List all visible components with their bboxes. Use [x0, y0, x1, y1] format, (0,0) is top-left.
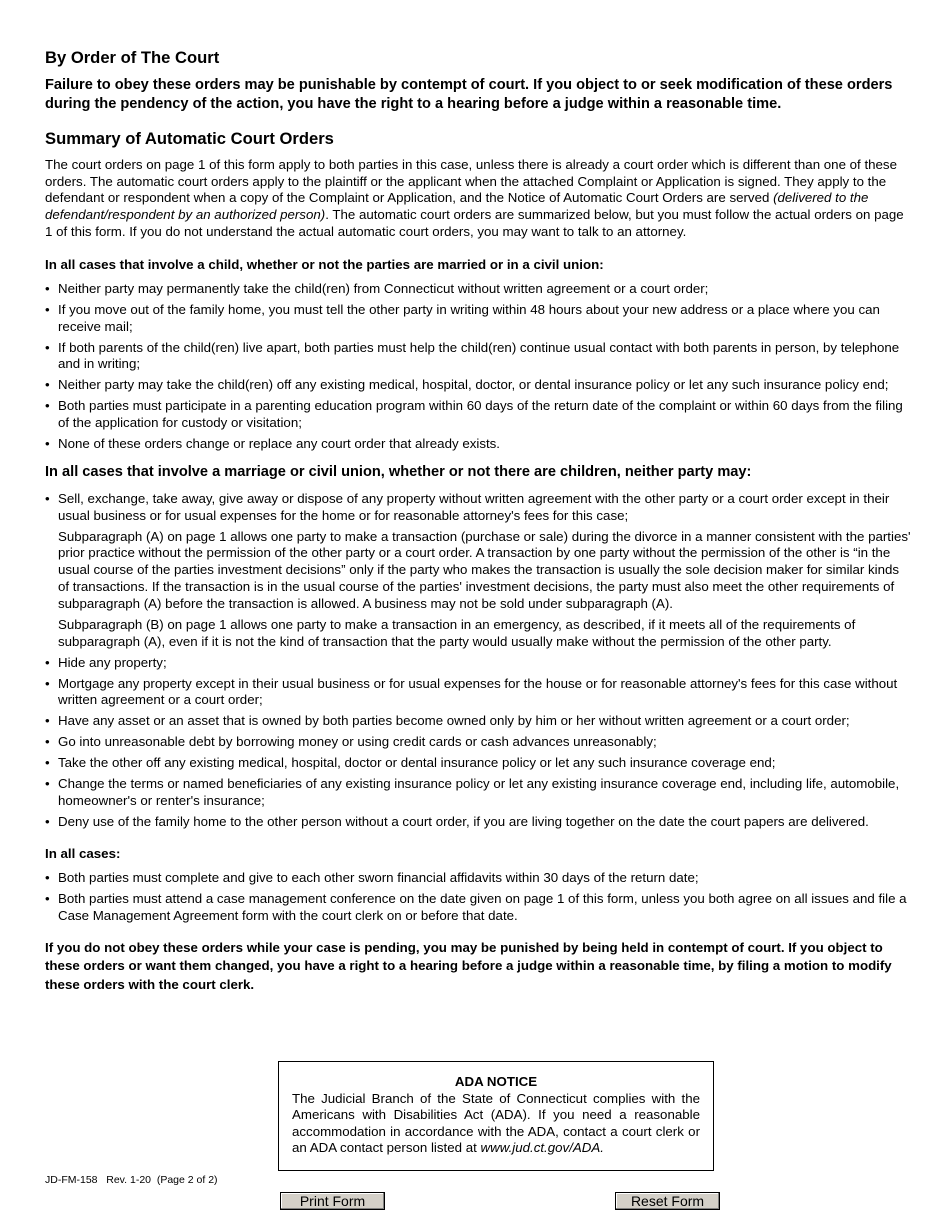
- marriage-list-continued: [45, 655, 913, 831]
- list-item: • Neither party may permanently take the child(ren) from Connecticut without written agreement or a court order;: [45, 281, 913, 298]
- form-footer: JD-FM-158 Rev. 1-20 (Page 2 of 2): [45, 1174, 218, 1186]
- list-item: • Have any asset or an asset that is owned by both parties become owned only by him or her without written agreement or a court order;: [45, 713, 913, 730]
- ada-link[interactable]: www.jud.ct.gov/ADA.: [480, 1140, 604, 1156]
- list-item: • If both parents of the child(ren) live apart, both parties must help the child(ren) continue usual contact with both parents in person, by telephone and in writing;: [45, 340, 913, 374]
- all-cases-list: [45, 870, 913, 925]
- list-item: • Both parties must attend a case management conference on the date given on page 1 of this form, unless you both agree on all issues and file a Case Management Agreement form with the court clerk on or before that date.: [45, 891, 913, 925]
- reset-form-button[interactable]: Reset Form: [615, 1192, 720, 1210]
- form-page: [45, 48, 913, 994]
- children-heading: In all cases that involve a child, whether or not the parties are married or in a civil union:: [45, 256, 604, 272]
- list-item: • None of these orders change or replace any court order that already exists.: [45, 436, 913, 453]
- list-item: • Go into unreasonable debt by borrowing money or using credit cards or cash advances unreasonably;: [45, 734, 913, 751]
- marriage-list: [45, 491, 913, 525]
- subparagraph-b: Subparagraph (B) on page 1 allows one party to make a transaction in an emergency, as described, if it meets all of the requirements of subparagraph (A), even if it is not the kind of transaction that the party would usually make without the permission of the other party.: [58, 616, 856, 649]
- all-cases-heading: In all cases:: [45, 845, 121, 861]
- print-form-button[interactable]: Print Form: [280, 1192, 385, 1210]
- ada-notice: [278, 1061, 714, 1171]
- children-list: [45, 281, 913, 453]
- page-title: By Order of The Court: [45, 48, 220, 67]
- list-item: • Sell, exchange, take away, give away or dispose of any property without written agreement with the other party or a court order except in their usual business or for usual expenses for the home or for reasonable attorney's fees for this case;: [45, 491, 913, 525]
- marriage-heading: In all cases that involve a marriage or civil union, whether or not there are children, neither party may:: [45, 463, 752, 480]
- list-item: • Neither party may take the child(ren) off any existing medical, hospital, doctor, or dental insurance policy or let any such insurance policy end;: [45, 377, 913, 394]
- list-item: • Mortgage any property except in their usual business or for usual expenses for the house or for reasonable attorney's fees for this case without written agreement or a court order;: [45, 676, 913, 710]
- list-item: • Hide any property;: [45, 655, 913, 672]
- closing-warning: If you do not obey these orders while your case is pending, you may be punished by being held in contempt of court. If you object to these orders or want them changed, you have a right to a hearing before a judge within a reasonable time, by filing a motion to modify these orders with the court clerk.: [45, 939, 892, 992]
- summary-heading: Summary of Automatic Court Orders: [45, 128, 334, 148]
- list-item: • Both parties must complete and give to each other sworn financial affidavits within 30 days of the return date;: [45, 870, 913, 887]
- summary-intro: The court orders on page 1 of this form apply to both parties in this case, unless there is already a court order which is different than one of these orders. The automatic court orders apply to the plaintiff or the applicant when the attached Complaint or Application is signed. They apply to the defendant or respondent when a copy of the Complaint or Application, and the Notice of Automatic Court Orders are served (delivered to the defendant/respondent by an authorized person). The automatic court orders are summarized below, but you must follow the actual orders on page 1 of this form. If you do not understand the actual automatic court orders, you may want to talk to an attorney.: [45, 156, 904, 239]
- ada-notice-text: The Judicial Branch of the State of Connecticut complies with the Americans with Disabilities Act (ADA). If you need a reasonable accommodation in accordance with the ADA, contact a court clerk or an ADA contact person listed at: [292, 1090, 700, 1156]
- contempt-warning: Failure to obey these orders may be punishable by contempt of court. If you object to or seek modification of these orders during the pendency of the action, you have the right to a hearing before a judge within a reasonable time.: [45, 76, 893, 112]
- subparagraph-a: Subparagraph (A) on page 1 allows one party to make a transaction (purchase or sale) during the divorce in a manner consistent with the parties' prior practice without the permission of the other party or a court order. A transaction by one party without the permission of the other is “in the usual course of the parties investment decisions” only if the party who makes the transaction is usually the sole decision maker for similar kinds of transactions. If the transaction is in the usual course of the parties' investment decisions, the party must also meet the other requirements of subparagraph (A) before the transaction is allowed. A business may not be sold under subparagraph (A).: [58, 528, 911, 611]
- list-item: • Change the terms or named beneficiaries of any existing insurance policy or let any existing insurance coverage end, including life, automobile, homeowner's or renter's insurance;: [45, 776, 913, 810]
- list-item: • Both parties must participate in a parenting education program within 60 days of the return date of the complaint or within 60 days from the filing of the application for custody or visitation;: [45, 398, 913, 432]
- list-item: • Take the other off any existing medical, hospital, doctor or dental insurance policy or let any such insurance coverage end;: [45, 755, 913, 772]
- list-item: • If you move out of the family home, you must tell the other party in writing within 48 hours about your new address or a place where you can receive mail;: [45, 302, 913, 336]
- ada-notice-title: ADA NOTICE: [454, 1074, 538, 1089]
- list-item: • Deny use of the family home to the other person without a court order, if you are living together on the date the court papers are delivered.: [45, 814, 913, 831]
